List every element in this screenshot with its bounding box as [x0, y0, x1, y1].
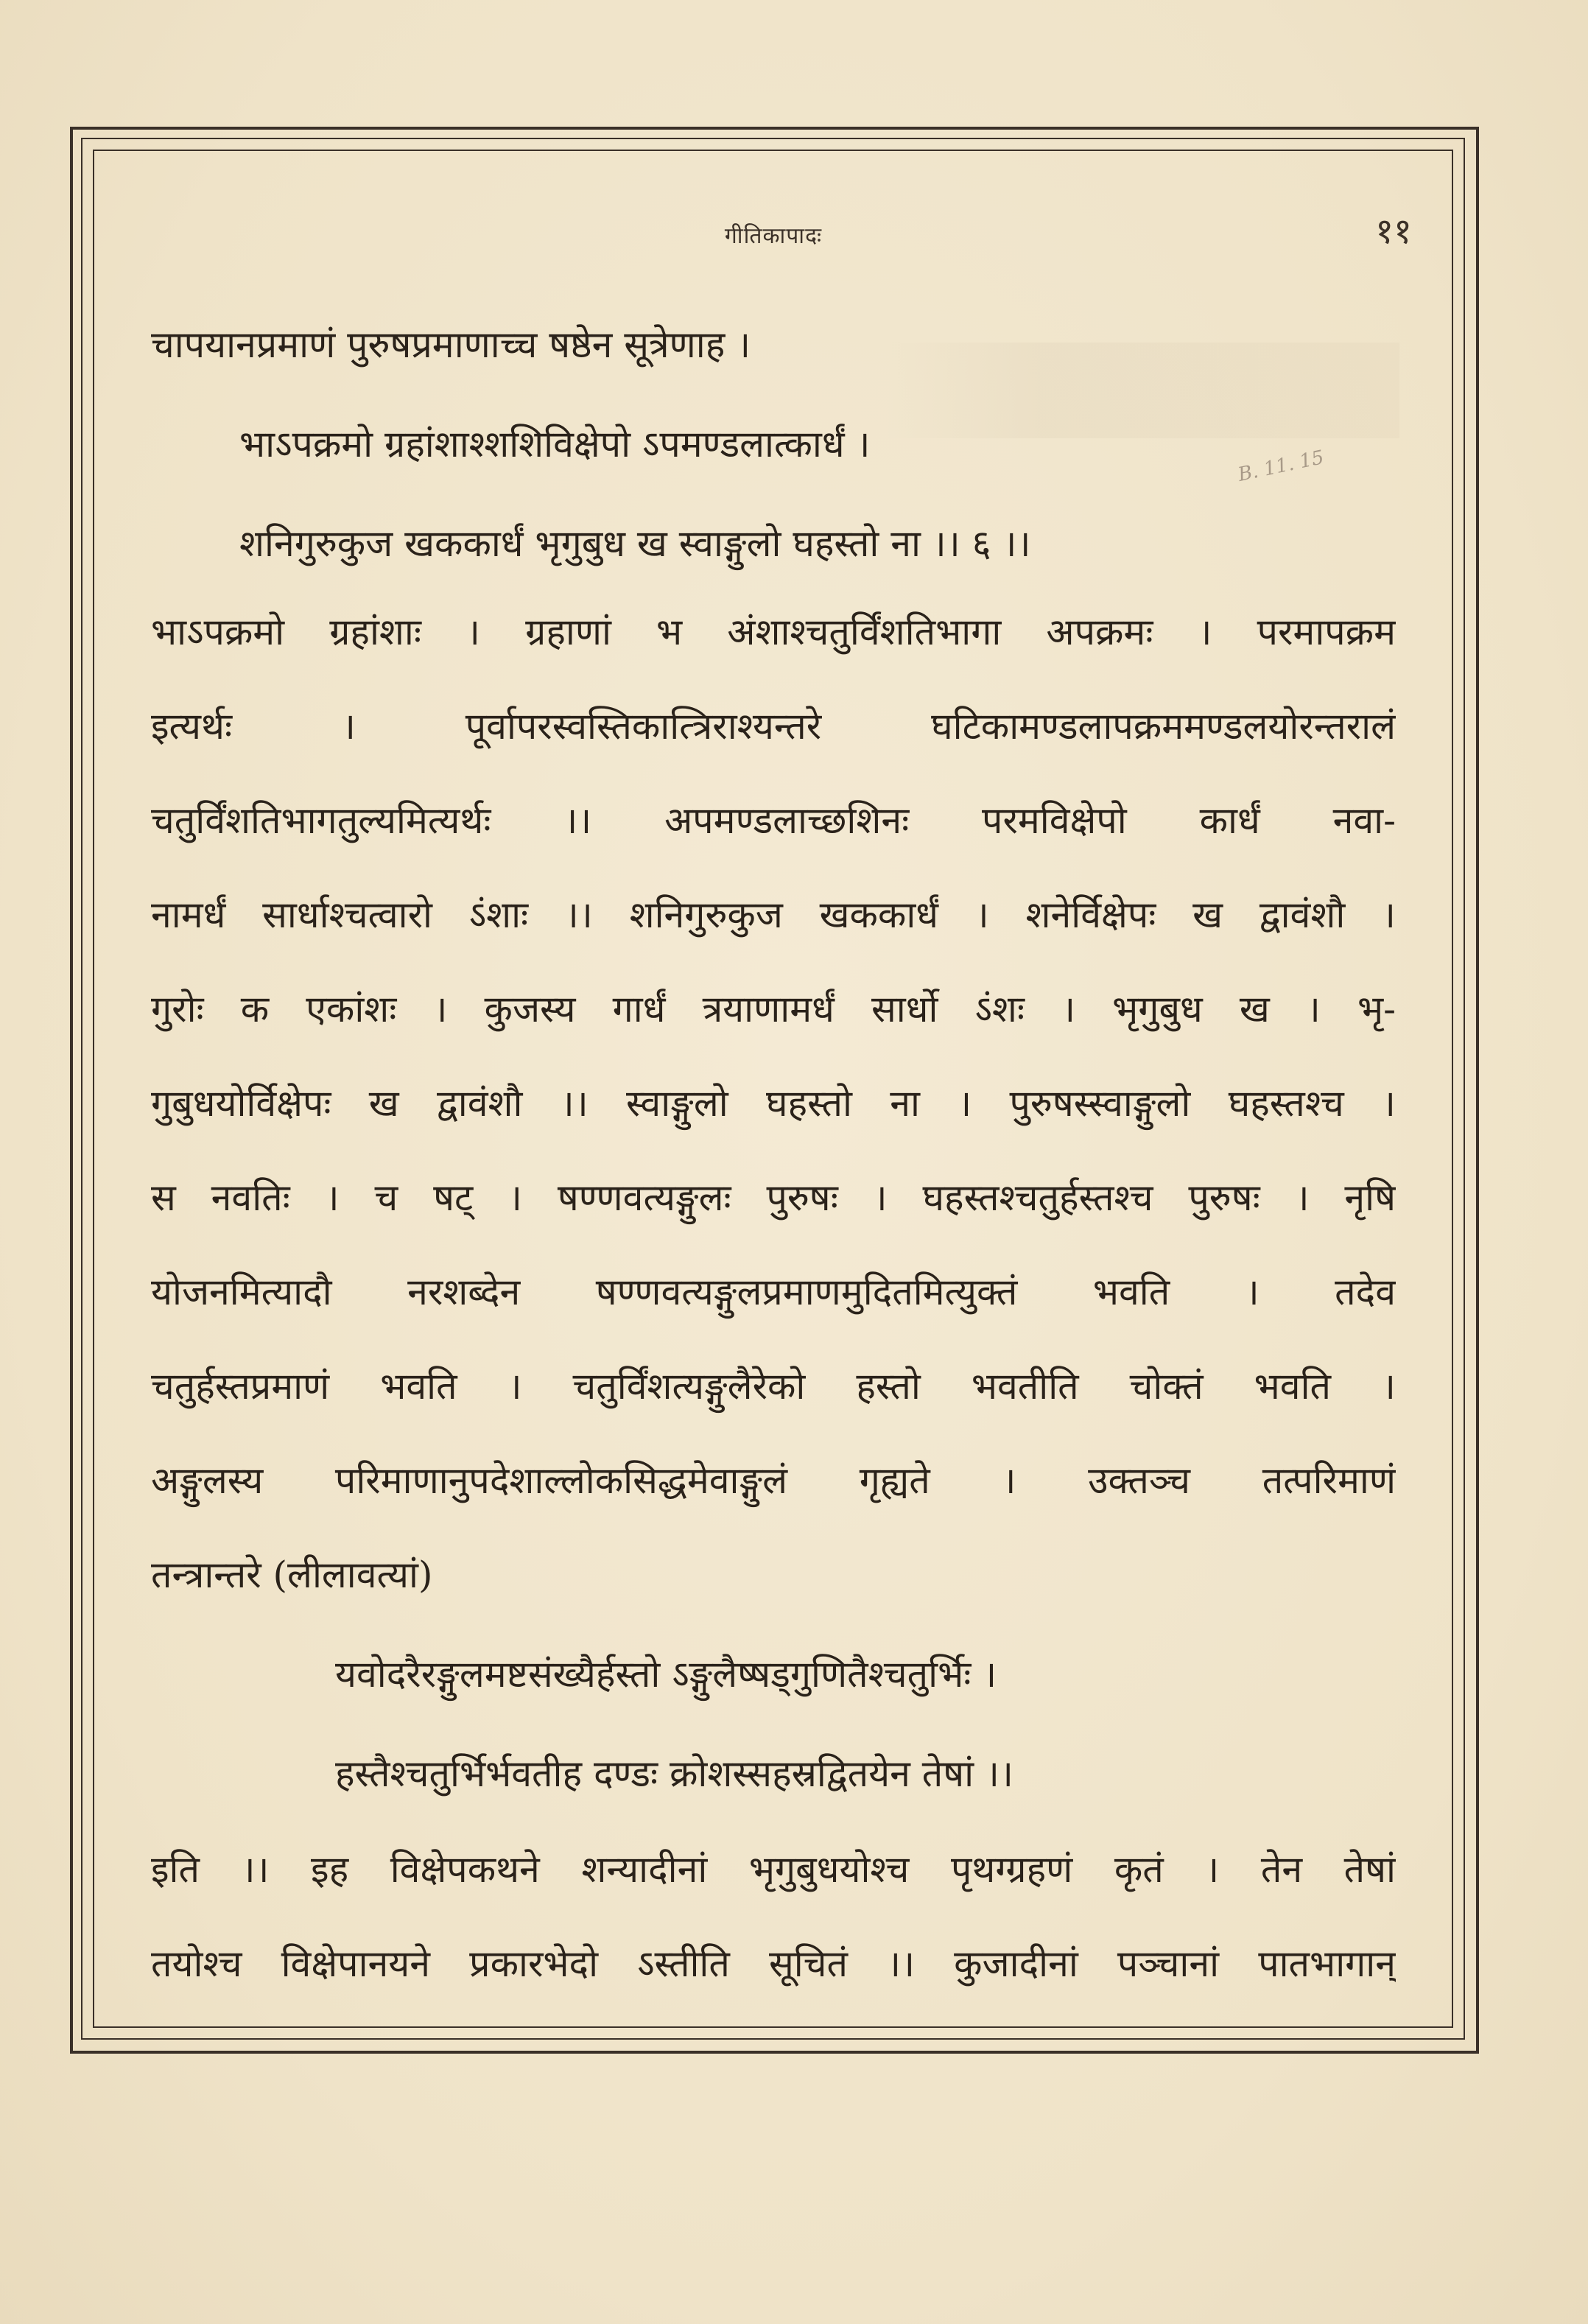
verse-line-1: भाऽपक्रमो ग्रहांशाश्शशिविक्षेपो ऽपमण्डलात्कार्धं । [239, 423, 871, 466]
margin-pencil-note: B. 11. 15 [1236, 446, 1327, 486]
commentary-line-4: नामर्धं सार्धाश्चत्वारो ऽंशाः ।। शनिगुरुकुज खककार्धं । शनेर्विक्षेपः ख द्वावंशौ । [151, 894, 1396, 936]
text-line-1: चापयानप्रमाणं पुरुषप्रमाणाच्च षष्ठेन सूत्रेणाह । [151, 323, 751, 366]
verse-line-2: शनिगुरुकुज खककार्धं भृगुबुध ख स्वाङ्गुलो घहस्तो ना ।। ६ ।। [239, 522, 1031, 565]
quoted-verse-line-2: हस्तैश्चतुर्भिर्भवतीह दण्डः क्रोशस्सहस्रद्वितयेन तेषां ।। [335, 1752, 1013, 1795]
commentary-line-8: योजनमित्यादौ नरशब्देन षण्णवत्यङ्गुलप्रमाणमुदितमित्युक्तं भवति । तदेव [151, 1271, 1396, 1313]
commentary-line-3: चतुर्विंशतिभागतुल्यमित्यर्थः ।। अपमण्डलाच्छशिनः परमविक्षेपो कार्धं नवा- [151, 799, 1396, 842]
commentary-line-1: भाऽपक्रमो ग्रहांशाः । ग्रहाणां भ अंशाश्चतुर्विंशतिभागा अपक्रमः । परमापक्रम [151, 611, 1396, 653]
page-content [151, 199, 1412, 1996]
commentary-line-11: तन्त्रान्तरे (लीलावत्यां) [151, 1554, 433, 1596]
commentary-line-6: गुबुधयोर्विक्षेपः ख द्वावंशौ ।। स्वाङ्गुलो घहस्तो ना । पुरुषस्स्वाङ्गुलो घहस्तश्च । [151, 1082, 1396, 1125]
running-head: गीतिकापादः [724, 223, 823, 249]
commentary-line-13: तयोश्च विक्षेपानयने प्रकारभेदो ऽस्तीति सूचितं ।। कुजादीनां पञ्चानां पातभागान् [151, 1942, 1396, 1985]
commentary-line-7: स नवतिः । च षट् । षण्णवत्यङ्गुलः पुरुषः । घहस्तश्चतुर्हस्तश्च पुरुषः । नृषि [151, 1176, 1396, 1219]
commentary-line-9: चतुर्हस्तप्रमाणं भवति । चतुर्विंशत्यङ्गुलैरेको हस्तो भवतीति चोक्तं भवति । [151, 1365, 1396, 1408]
commentary-line-10: अङ्गुलस्य परिमाणानुपदेशाल्लोकसिद्धमेवाङ्गुलं गृह्यते । उक्तञ्च तत्परिमाणं [151, 1459, 1396, 1502]
page-number: ११ [1375, 211, 1412, 252]
quoted-verse-line-1: यवोदरैरङ्गुलमष्टसंख्यैर्हस्तो ऽङ्गुलैष्षड्गुणितैश्चतुर्भिः । [335, 1653, 997, 1696]
commentary-line-12: इति ।। इह विक्षेपकथने शन्यादीनां भृगुबुधयोश्च पृथग्ग्रहणं कृतं । तेन तेषां [151, 1848, 1396, 1891]
commentary-line-5: गुरोः क एकांशः । कुजस्य गार्धं त्रयाणामर्धं सार्धो ऽंशः । भृगुबुध ख । भृ- [151, 988, 1396, 1031]
commentary-line-2: इत्यर्थः । पूर्वापरस्वस्तिकात्त्रिराश्यन्तरे घटिकामण्डलापक्रममण्डलयोरन्तरालं [151, 705, 1396, 748]
